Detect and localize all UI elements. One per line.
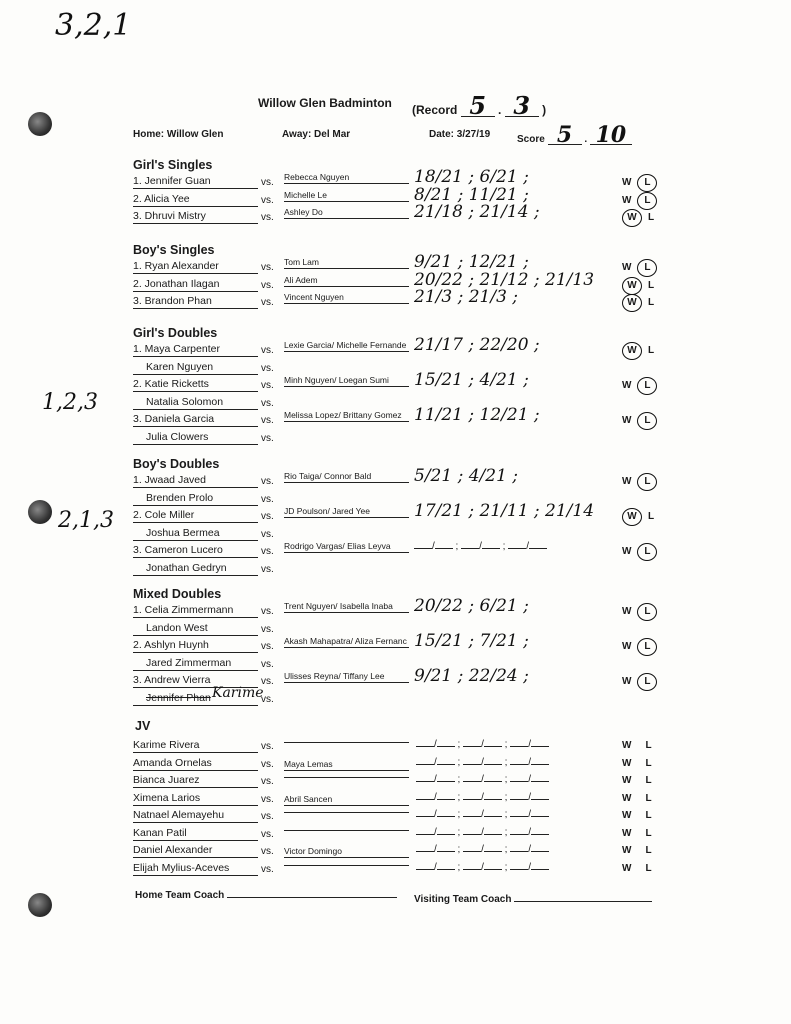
opponent: Ashley Do: [284, 207, 409, 219]
jv-win-loss: [622, 828, 652, 839]
jv-opponent: [284, 829, 409, 831]
jv-scores: / ; / ; /: [416, 844, 549, 855]
jv-win-loss: [622, 740, 652, 751]
loss-mark: L: [648, 297, 655, 308]
vs-label: vs.: [261, 212, 274, 223]
loss-mark: L: [637, 638, 657, 656]
loss-mark: L: [637, 192, 657, 210]
jv-scores: / ; / ; /: [416, 739, 549, 750]
match-scores: [414, 202, 614, 222]
player-name: Jared Zimmerman: [133, 657, 258, 671]
vs-label: vs.: [261, 432, 274, 444]
vs-label: vs.: [261, 658, 274, 670]
player-name: Jennifer Phan: [133, 692, 258, 706]
match-scores: [414, 666, 614, 686]
win-loss: [622, 377, 657, 395]
vs-label: vs.: [261, 177, 274, 188]
player-name: 3. Daniela Garcia: [133, 413, 258, 427]
vs-label: vs.: [261, 676, 274, 687]
loss-mark: L: [637, 377, 657, 395]
jv-scores: / ; / ; /: [416, 757, 549, 768]
score-text: 17/21 ; 21/11 ; 21/14: [414, 501, 595, 521]
score-text: 5/21 ; 4/21 ;: [414, 466, 519, 486]
loss-mark: L: [637, 543, 657, 561]
win-mark: W: [622, 508, 642, 526]
player-name: Natalia Solomon: [133, 396, 258, 410]
opponent: Trent Nguyen/ Isabella Inaba: [284, 601, 409, 613]
loss-mark: L: [645, 845, 652, 856]
win-mark: W: [622, 209, 642, 227]
win-mark: W: [622, 294, 642, 312]
win-mark: W: [622, 810, 632, 821]
player-name: 2. Alicia Yee: [133, 193, 258, 207]
vs-label: vs.: [261, 606, 274, 617]
player-name: 2. Cole Miller: [133, 509, 258, 523]
loss-mark: L: [648, 511, 655, 522]
win-mark: W: [622, 641, 632, 652]
player-name: 2. Ashlyn Huynh: [133, 639, 258, 653]
match-scores: [414, 466, 614, 486]
section-title: Mixed Doubles: [133, 587, 222, 601]
win-mark: W: [622, 380, 632, 391]
loss-mark: L: [645, 792, 652, 804]
score-text: 8/21 ; 11/21 ;: [414, 184, 529, 205]
jv-player: Kanan Patil: [133, 827, 258, 841]
score-text: 20/22 ; 6/21 ;: [414, 596, 529, 616]
player-name: 1. Maya Carpenter: [133, 343, 258, 357]
date-label: Date: 3/27/19: [429, 129, 491, 140]
opponent: Ulisses Reyna/ Tiffany Lee: [284, 671, 409, 683]
opponent: Akash Mahapatra/ Aliza Fernanc: [284, 636, 409, 648]
jv-player: Daniel Alexander: [133, 844, 258, 858]
win-loss: [622, 673, 657, 691]
match-scores: [414, 631, 614, 651]
loss-mark: L: [645, 862, 652, 874]
jv-opponent: [284, 864, 409, 866]
score-text: 15/21 ; 4/21 ;: [414, 370, 529, 390]
jv-win-loss: [622, 845, 652, 856]
win-mark: W: [622, 740, 632, 751]
match-scores: [414, 370, 614, 390]
jv-scores: / ; / ; /: [416, 809, 549, 820]
jv-opponent: Victor Domingo: [284, 846, 409, 858]
opponent: Melissa Lopez/ Brittany Gomez: [284, 410, 409, 422]
win-loss: [622, 473, 657, 491]
opponent: Lexie Garcia/ Michelle Fernande: [284, 340, 409, 352]
vs-label: vs.: [261, 493, 274, 505]
player-name: Julia Clowers: [133, 431, 258, 445]
vs-label: vs.: [261, 693, 274, 705]
player-name: Jonathan Gedryn: [133, 562, 258, 576]
loss-mark: L: [637, 412, 657, 430]
vs-label: vs.: [261, 297, 274, 308]
opponent: Michelle Le: [284, 190, 409, 202]
jv-scores: / ; / ; /: [416, 862, 549, 873]
player-name: Joshua Bermea: [133, 527, 258, 541]
loss-mark: L: [637, 603, 657, 621]
player-name: 1. Jwaad Javed: [133, 474, 258, 488]
jv-opponent: Maya Lemas: [284, 759, 409, 771]
blank-scores: / ; / ; /: [414, 541, 547, 552]
score-text: 15/21 ; 7/21 ;: [414, 631, 529, 651]
side-note-girls-doubles: 1,2,3: [42, 390, 98, 415]
win-mark: W: [622, 342, 642, 360]
opponent: JD Poulson/ Jared Yee: [284, 506, 409, 518]
vs-label: vs.: [261, 741, 274, 752]
page-title: Willow Glen Badminton: [258, 96, 392, 110]
binder-hole-top: [28, 112, 52, 136]
win-mark: W: [622, 606, 632, 617]
jv-opponent: [284, 741, 409, 743]
win-loss: [622, 412, 657, 430]
vs-label: vs.: [261, 811, 274, 822]
jv-player: Amanda Ornelas: [133, 757, 258, 771]
win-mark: W: [622, 676, 632, 687]
match-scores: [414, 335, 614, 355]
opponent: Ali Adem: [284, 275, 409, 287]
opponent: Minh Nguyen/ Loegan Sumi: [284, 375, 409, 387]
corner-note: 3,2,1: [55, 8, 132, 43]
jv-opponent: [284, 776, 409, 778]
vs-label: vs.: [261, 641, 274, 652]
loss-mark: L: [637, 259, 657, 277]
match-scores: [414, 287, 614, 307]
win-loss: [622, 638, 657, 656]
record-home: 5: [461, 96, 495, 117]
score-text: 9/21 ; 12/21 ;: [414, 252, 529, 272]
score-home: 5: [548, 126, 582, 145]
jv-win-loss: [622, 775, 652, 786]
player-name: 3. Andrew Vierra: [133, 674, 258, 688]
score: Score 5 . 10: [517, 126, 632, 145]
vs-label: vs.: [261, 279, 274, 291]
score-text: 21/3 ; 21/3 ;: [414, 287, 519, 307]
match-scores: [414, 536, 614, 554]
vs-label: vs.: [261, 776, 274, 787]
opponent: Tom Lam: [284, 257, 409, 269]
jv-win-loss: [622, 793, 652, 804]
score-text: 11/21 ; 12/21 ;: [414, 405, 540, 425]
vs-label: vs.: [261, 380, 274, 391]
win-mark: W: [622, 775, 632, 786]
opponent: Rebecca Nguyen: [284, 172, 409, 184]
vs-label: vs.: [261, 528, 274, 540]
win-mark: W: [622, 827, 632, 839]
opponent: Rio Taiga/ Connor Bald: [284, 471, 409, 483]
opponent: Vincent Nguyen: [284, 292, 409, 304]
win-mark: W: [622, 476, 632, 487]
score-text: 18/21 ; 6/21 ;: [414, 167, 529, 187]
loss-mark: L: [648, 345, 655, 356]
win-mark: W: [622, 262, 632, 273]
home-label: Home: Willow Glen: [133, 129, 224, 140]
section-title: Girl's Doubles: [133, 326, 218, 340]
win-loss: [622, 277, 654, 295]
vs-label: vs.: [261, 758, 274, 770]
loss-mark: L: [648, 212, 655, 223]
vs-label: vs.: [261, 846, 274, 857]
player-name: 2. Katie Ricketts: [133, 378, 258, 392]
win-mark: W: [622, 194, 632, 206]
vs-label: vs.: [261, 546, 274, 557]
win-mark: W: [622, 862, 632, 874]
jv-scores: / ; / ; /: [416, 774, 549, 785]
player-name: 3. Dhruvi Mistry: [133, 210, 258, 224]
jv-player: Elijah Mylius-Aceves: [133, 862, 258, 876]
loss-mark: L: [648, 279, 655, 291]
win-loss: [622, 342, 654, 360]
vs-label: vs.: [261, 397, 274, 409]
player-name: Brenden Prolo: [133, 492, 258, 506]
vs-label: vs.: [261, 563, 274, 575]
vs-label: vs.: [261, 262, 274, 273]
loss-mark: L: [645, 775, 652, 786]
win-loss: [622, 209, 654, 227]
match-scores: [414, 405, 614, 425]
win-loss: [622, 174, 657, 192]
binder-hole-middle: [28, 500, 52, 524]
section-title: Boy's Doubles: [133, 457, 220, 471]
section-title: Boy's Singles: [133, 243, 215, 257]
score-text: 21/18 ; 21/14 ;: [414, 202, 540, 222]
vs-label: vs.: [261, 511, 274, 522]
opponent: Rodrigo Vargas/ Elias Leyva: [284, 541, 409, 553]
win-loss: [622, 508, 654, 526]
jv-player: Bianca Juarez: [133, 774, 258, 788]
player-name: Karen Nguyen: [133, 361, 258, 375]
record: (Record 5 . 3 ): [412, 91, 547, 120]
win-mark: W: [622, 757, 632, 769]
loss-mark: L: [637, 473, 657, 491]
player-name: 1. Jennifer Guan: [133, 175, 258, 189]
score-text: 9/21 ; 22/24 ;: [414, 666, 529, 686]
score-away: 10: [590, 126, 632, 145]
match-scores: [414, 596, 614, 616]
player-name: 2. Jonathan Ilagan: [133, 278, 258, 292]
vs-label: vs.: [261, 362, 274, 374]
win-loss: [622, 603, 657, 621]
vs-label: vs.: [261, 828, 274, 840]
player-name: 3. Cameron Lucero: [133, 544, 258, 558]
win-mark: W: [622, 277, 642, 295]
win-loss: [622, 294, 654, 312]
loss-mark: L: [645, 757, 652, 769]
visiting-coach: Visiting Team Coach: [414, 894, 652, 905]
vs-label: vs.: [261, 623, 274, 635]
match-scores: [414, 501, 614, 521]
binder-hole-bottom: [28, 893, 52, 917]
loss-mark: L: [637, 673, 657, 691]
jv-player: Ximena Larios: [133, 792, 258, 806]
jv-opponent: Abril Sancen: [284, 794, 409, 806]
vs-label: vs.: [261, 415, 274, 426]
win-mark: W: [622, 415, 632, 426]
win-loss: [622, 543, 657, 561]
away-label: Away: Del Mar: [282, 129, 351, 140]
player-name: 1. Ryan Alexander: [133, 260, 258, 274]
vs-label: vs.: [261, 194, 274, 206]
player-name: Landon West: [133, 622, 258, 636]
vs-label: vs.: [261, 345, 274, 356]
win-mark: W: [622, 546, 632, 557]
jv-win-loss: [622, 810, 652, 821]
win-mark: W: [622, 792, 632, 804]
score-text: 21/17 ; 22/20 ;: [414, 335, 540, 355]
jv-player: Natnael Alemayehu: [133, 809, 258, 823]
vs-label: vs.: [261, 863, 274, 875]
home-coach: Home Team Coach: [135, 890, 397, 901]
loss-mark: L: [645, 827, 652, 839]
win-mark: W: [622, 177, 632, 188]
jv-scores: / ; / ; /: [416, 827, 549, 838]
record-away: 3: [505, 96, 539, 117]
substitute-note: Karime: [212, 685, 264, 701]
vs-label: vs.: [261, 793, 274, 805]
jv-opponent: [284, 811, 409, 813]
win-loss: [622, 259, 657, 277]
loss-mark: L: [645, 810, 652, 821]
jv-win-loss: [622, 863, 652, 874]
jv-win-loss: [622, 758, 652, 769]
jv-scores: / ; / ; /: [416, 792, 549, 803]
jv-player: Karime Rivera: [133, 739, 258, 753]
section-title: Girl's Singles: [133, 158, 213, 172]
jv-title: JV: [135, 719, 151, 733]
vs-label: vs.: [261, 476, 274, 487]
win-loss: [622, 192, 657, 210]
player-name: 1. Celia Zimmermann: [133, 604, 258, 618]
side-note-boys-doubles: 2,1,3: [58, 508, 114, 533]
score-text: 20/22 ; 21/12 ; 21/13: [414, 269, 595, 290]
player-name: 3. Brandon Phan: [133, 295, 258, 309]
loss-mark: L: [645, 740, 652, 751]
win-mark: W: [622, 845, 632, 856]
loss-mark: L: [637, 174, 657, 192]
